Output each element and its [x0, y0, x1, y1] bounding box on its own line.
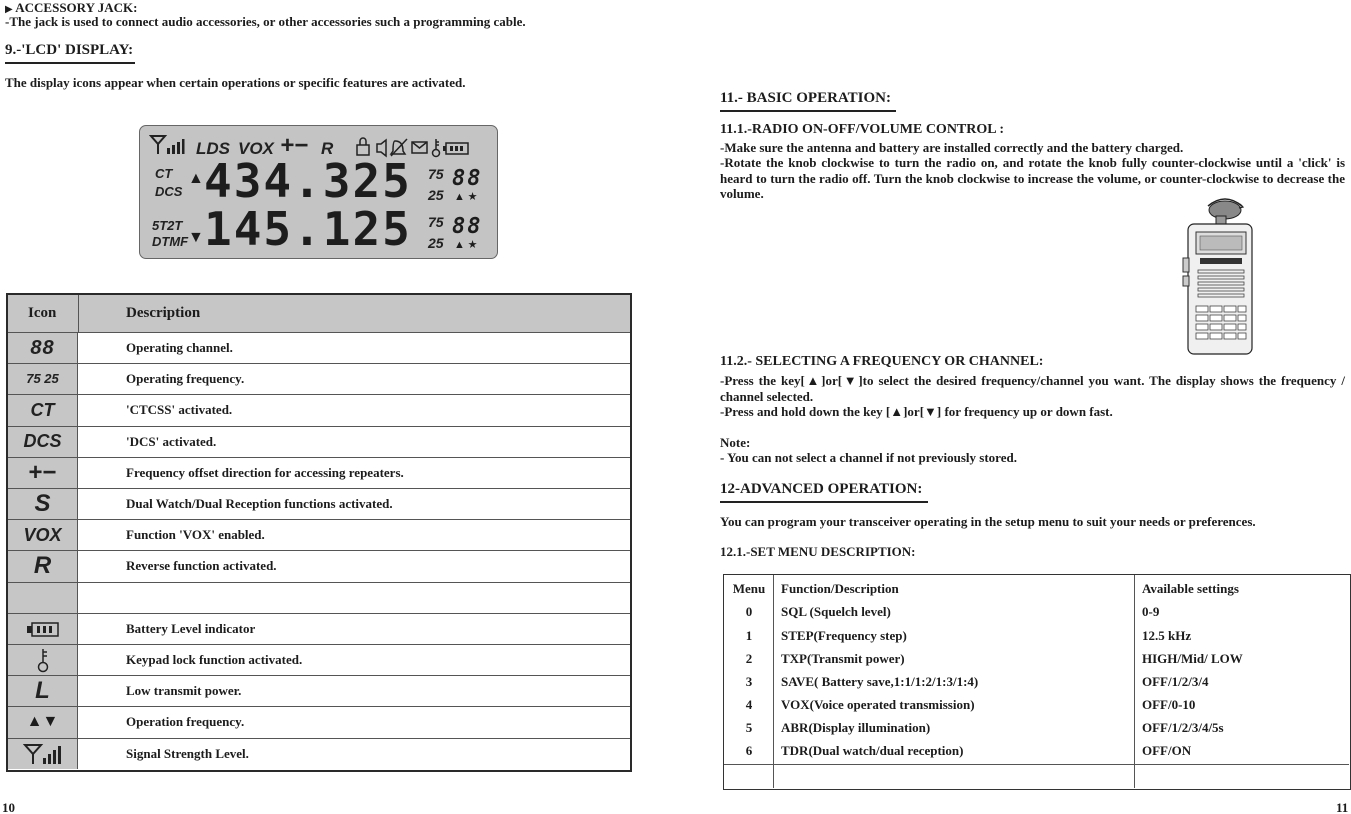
menu-settings: OFF/1/2/3/4 — [1142, 674, 1209, 689]
menu-number: 2 — [745, 651, 753, 666]
icon-label: L — [35, 677, 50, 705]
icon-description: 'CTCSS' activated. — [126, 402, 233, 418]
lcd-dtmf-label: DTMF — [152, 234, 189, 249]
s112-heading: 11.2.- SELECTING A FREQUENCY OR CHANNEL: — [720, 354, 1044, 369]
icon-table-row — [8, 706, 630, 737]
menu-function: TXP(Transmit power) — [781, 651, 905, 666]
lcd-arrow-star-b-icon: ▲ ★ — [454, 239, 478, 251]
icon-description: Battery Level indicator — [126, 620, 256, 636]
menu-settings: OFF/1/2/3/4/5s — [1142, 720, 1224, 735]
set-menu-table — [723, 574, 1351, 790]
lcd-offset-label: +− — [280, 132, 309, 159]
set-menu-header-row — [724, 577, 1349, 600]
key-lock-icon — [8, 645, 78, 675]
lcd-frequency-a: 434.325 — [204, 154, 412, 208]
icon-label: 75 25 — [26, 371, 59, 387]
set-menu-row — [724, 716, 1349, 739]
function-col-header: Function/Description — [781, 581, 899, 596]
icon-table-row — [8, 332, 630, 363]
icon-description-table — [6, 293, 632, 772]
blank-icon — [8, 583, 78, 613]
menu-number: 4 — [745, 697, 753, 712]
offset-direction-icon — [8, 458, 78, 488]
menu-number: 3 — [745, 674, 753, 689]
dcs-icon — [8, 427, 78, 457]
lcd-arrow-star-a-icon: ▲ ★ — [454, 191, 478, 203]
lcd-channel-b: 88 — [452, 214, 483, 239]
s112-paragraph: -Press the key[▲]or[▼]to select the desired frequency/channel you want. The display shows the frequency / channel selected. — [720, 373, 1345, 404]
lcd-5t2t-label: 5T2T — [152, 218, 183, 233]
icon-table-row — [8, 675, 630, 706]
reverse-icon — [8, 551, 78, 581]
accessory-text: -The jack is used to connect audio accessories, or other accessories such a programming cable. — [5, 14, 526, 29]
icon-label: CT — [30, 399, 55, 420]
advanced-text: You can program your transceiver operating in the setup menu to suit your needs or preferences. — [720, 514, 1256, 529]
battery-icon — [8, 614, 78, 644]
icon-table-row — [8, 488, 630, 519]
lcd-heading: 9.-'LCD' DISPLAY: — [5, 42, 134, 58]
menu-function: STEP(Frequency step) — [781, 628, 907, 643]
note-text: - You can not select a channel if not previously stored. — [720, 450, 1017, 465]
icon-label: VOX — [23, 524, 62, 545]
radio-illustration — [1180, 198, 1260, 358]
icon-description: Frequency offset direction for accessing repeaters. — [126, 464, 404, 480]
icon-table-row — [8, 457, 630, 488]
signal-strength-icon — [8, 739, 78, 769]
menu-function: SQL (Squelch level) — [781, 604, 891, 619]
icon-label: 88 — [30, 336, 55, 359]
lcd-sub-75-b: 75 — [428, 214, 444, 230]
page-number-right: 11 — [1336, 800, 1349, 814]
icon-description: Dual Watch/Dual Reception functions activated. — [126, 496, 393, 512]
advanced-operation-heading: 12-ADVANCED OPERATION: — [720, 481, 923, 497]
menu-settings: 0-9 — [1142, 604, 1160, 619]
menu-settings: HIGH/Mid/ LOW — [1142, 651, 1243, 666]
lock-icon — [357, 138, 369, 155]
basic-heading-rule — [720, 110, 896, 112]
channel-digits-icon — [8, 333, 78, 363]
s111-line1: -Make sure the antenna and battery are installed correctly and the battery charged. — [720, 140, 1184, 155]
icon-table-row — [8, 426, 630, 457]
up-down-arrows-icon: ▲▼ — [8, 707, 78, 737]
icon-description: Operation frequency. — [126, 714, 245, 730]
signal-strength-icon — [149, 134, 185, 156]
advanced-heading-rule — [720, 501, 928, 503]
lcd-sub-25-b: 25 — [428, 235, 444, 251]
lcd-up-arrow-icon: ▲ — [188, 170, 204, 187]
icon-label: R — [33, 552, 52, 580]
battery-icon — [443, 143, 468, 154]
icon-table-row — [8, 582, 630, 613]
description-header: Description — [126, 305, 201, 321]
icon-table-row — [8, 363, 630, 394]
icon-description: Operating channel. — [126, 340, 233, 356]
vox-icon — [8, 520, 78, 550]
settings-col-header: Available settings — [1142, 581, 1239, 596]
menu-function: VOX(Voice operated transmission) — [781, 697, 975, 712]
lcd-vox-label: VOX — [238, 139, 274, 158]
icon-description: Signal Strength Level. — [126, 745, 249, 761]
lcd-channel-a: 88 — [452, 166, 483, 191]
menu-function: TDR(Dual watch/dual reception) — [781, 743, 964, 758]
menu-number: 5 — [745, 720, 753, 735]
icon-description: Keypad lock function activated. — [126, 652, 303, 668]
mail-icon — [412, 142, 427, 153]
icon-header: Icon — [28, 305, 57, 321]
icon-description: 'DCS' activated. — [126, 433, 217, 449]
lcd-intro: The display icons appear when certain operations or specific features are activated. — [5, 75, 466, 90]
icon-table-row — [8, 394, 630, 425]
triangle-bullet-icon: ▶ — [5, 4, 13, 15]
low-power-icon — [8, 676, 78, 706]
dual-watch-icon — [8, 489, 78, 519]
header-divider — [78, 295, 79, 332]
set-menu-row — [724, 647, 1349, 670]
menu-number: 6 — [745, 743, 753, 758]
set-menu-row — [724, 600, 1349, 623]
set-menu-row — [724, 693, 1349, 716]
icon-label: +− — [28, 458, 57, 486]
menu-function: ABR(Display illumination) — [781, 720, 931, 735]
set-menu-row — [724, 739, 1349, 762]
menu-settings: 12.5 kHz — [1142, 628, 1192, 643]
set-menu-row — [724, 670, 1349, 693]
key-lock-icon — [433, 139, 440, 157]
menu-settings: OFF/0-10 — [1142, 697, 1196, 712]
s112-line2: -Press and hold down the key [▲]or[▼] for frequency up or down fast. — [720, 404, 1113, 419]
icon-label: S — [34, 490, 51, 518]
menu-number: 0 — [745, 604, 753, 619]
accessory-heading: ▶ ACCESSORY JACK: — [5, 0, 138, 15]
note-label: Note: — [720, 435, 751, 450]
icon-description: Operating frequency. — [126, 371, 245, 387]
icon-description: Function 'VOX' enabled. — [126, 527, 265, 543]
menu-function: SAVE( Battery save,1:1/1:2/1:3/1:4) — [781, 674, 979, 689]
lcd-down-arrow-icon: ▼ — [188, 229, 204, 246]
set-menu-heading: 12.1.-SET MENU DESCRIPTION: — [720, 544, 916, 559]
icon-table-row — [8, 613, 630, 644]
s111-paragraph: -Rotate the knob clockwise to turn the radio on, and rotate the knob fully counter-clockwise until a 'click' is heard to turn the radio off. Turn the knob clockwise to increase the volume, or counter-clockwise to decrease the volume. — [720, 155, 1345, 201]
icon-label: DCS — [23, 431, 62, 452]
icon-description: Reverse function activated. — [126, 558, 277, 574]
basic-operation-heading: 11.- BASIC OPERATION: — [720, 90, 891, 106]
ct-icon — [8, 395, 78, 425]
set-menu-row — [724, 624, 1349, 647]
lcd-display-panel — [139, 125, 498, 259]
lcd-heading-rule — [5, 62, 135, 64]
lcd-sub-25-a: 25 — [428, 187, 444, 203]
menu-col-header: Menu — [732, 581, 766, 596]
lcd-ct-label: CT — [155, 166, 173, 181]
icon-table-header — [8, 295, 630, 332]
lcd-frequency-b: 145.125 — [204, 202, 412, 256]
lcd-sub-75-a: 75 — [428, 166, 444, 182]
menu-settings: OFF/ON — [1142, 743, 1192, 758]
page-number-left: 10 — [2, 800, 15, 814]
icon-description: Low transmit power. — [126, 683, 242, 699]
icon-table-row — [8, 519, 630, 550]
lcd-lds-label: LDS — [196, 139, 230, 158]
lcd-reverse-label: R — [321, 139, 334, 158]
icon-table-row — [8, 550, 630, 581]
set-menu-row — [724, 764, 1349, 788]
lcd-dcs-label: DCS — [155, 184, 183, 199]
icon-table-row — [8, 738, 630, 769]
frequency-decimal-icon — [8, 364, 78, 394]
s111-heading: 11.1.-RADIO ON-OFF/VOLUME CONTROL : — [720, 122, 1004, 137]
menu-number: 1 — [745, 628, 753, 643]
icon-table-row — [8, 644, 630, 675]
